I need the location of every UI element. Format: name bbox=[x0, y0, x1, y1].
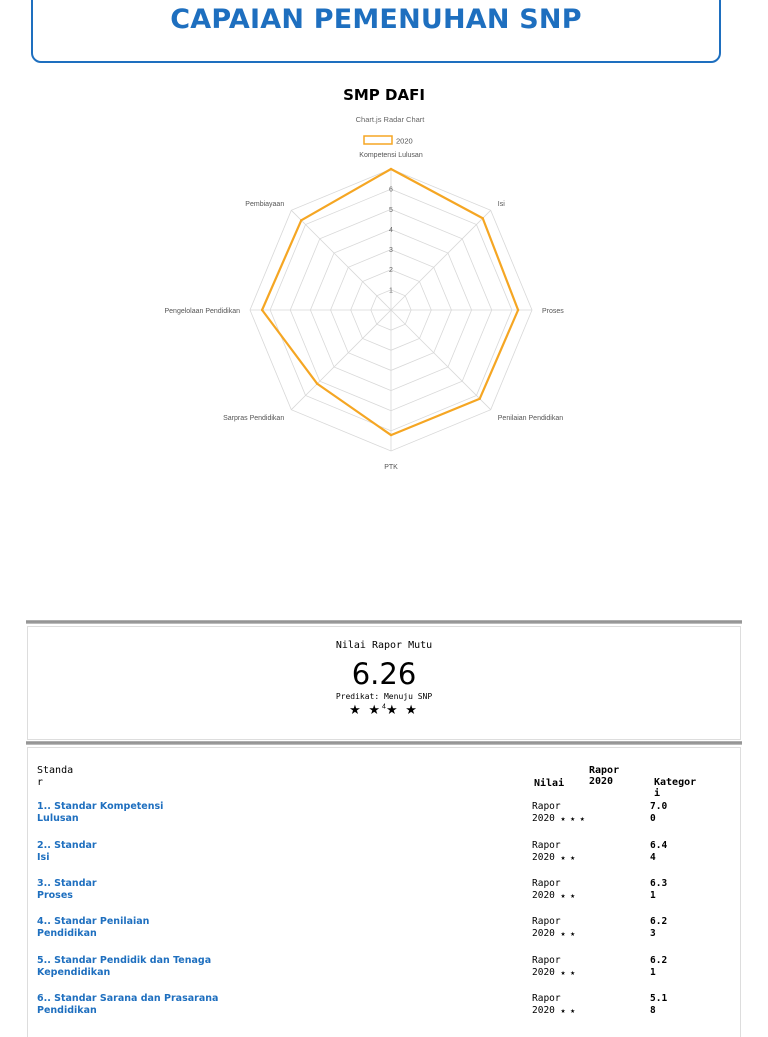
category-label: Sarpras Pendidikan bbox=[223, 414, 285, 422]
divider-bar-2 bbox=[26, 741, 742, 745]
kategori-value: 6.3 1 bbox=[650, 878, 668, 901]
header-nilai: Nilai bbox=[534, 778, 565, 789]
data-point bbox=[517, 309, 519, 311]
tick-label: 4 bbox=[389, 226, 393, 234]
stars-after: ★ ★ bbox=[385, 702, 419, 717]
data-point bbox=[390, 168, 392, 170]
score-value: 6.26 bbox=[351, 657, 417, 691]
data-point bbox=[390, 434, 392, 436]
rapor-label: Rapor bbox=[532, 955, 561, 966]
data-point bbox=[479, 398, 481, 400]
rapor-year bbox=[532, 852, 575, 864]
rapor-year bbox=[532, 928, 575, 940]
standard-name-link[interactable]: 4.. Standar Penilaian Pendidikan bbox=[37, 916, 150, 939]
rapor-cell bbox=[532, 878, 575, 902]
kategori-value: 6.2 3 bbox=[650, 916, 668, 939]
rapor-year bbox=[532, 890, 575, 902]
rapor-label: Rapor bbox=[532, 840, 561, 851]
grid-spoke bbox=[391, 310, 491, 410]
rapor-stars: ★ ★ bbox=[560, 1006, 576, 1015]
legend-label: 2020 bbox=[396, 136, 413, 146]
tick-label: 2 bbox=[389, 267, 393, 275]
page-title: CAPAIAN PEMENUHAN SNP bbox=[170, 4, 582, 35]
standard-name-link[interactable]: 6.. Standar Sarana dan Prasarana Pendidikan bbox=[37, 993, 219, 1016]
rapor-stars: ★ ★ bbox=[560, 968, 576, 977]
grid-spoke bbox=[291, 210, 391, 310]
rapor-year-text: 2020 bbox=[532, 813, 561, 824]
category-label: Pembiayaan bbox=[245, 201, 285, 209]
rapor-year-text: 2020 bbox=[532, 967, 561, 978]
table-row bbox=[37, 955, 737, 987]
score-label: Nilai Rapor Mutu bbox=[335, 640, 433, 651]
header-standar: Standa r bbox=[37, 765, 74, 788]
table-row bbox=[37, 916, 737, 948]
data-point bbox=[300, 219, 302, 221]
rapor-label: Rapor bbox=[532, 916, 561, 927]
kategori-value: 5.1 8 bbox=[650, 993, 668, 1016]
data-point bbox=[482, 217, 484, 219]
header-kategori: Kategor i bbox=[654, 777, 697, 799]
rapor-year-text: 2020 bbox=[532, 890, 561, 901]
rapor-label: Rapor bbox=[532, 878, 561, 889]
category-label: Proses bbox=[542, 308, 564, 315]
category-label: Isi bbox=[497, 201, 505, 209]
standard-name-link[interactable]: 1.. Standar Kompetensi Lulusan bbox=[37, 801, 164, 824]
rapor-label: Rapor bbox=[532, 801, 561, 812]
divider-bar bbox=[26, 620, 742, 624]
tick-label: 6 bbox=[389, 186, 393, 194]
rapor-cell bbox=[532, 955, 575, 979]
kategori-value: 6.2 1 bbox=[650, 955, 668, 978]
rapor-year-text: 2020 bbox=[532, 928, 561, 939]
rapor-label: Rapor bbox=[532, 993, 561, 1004]
header-rapor: Rapor 2020 bbox=[589, 765, 620, 787]
rapor-cell bbox=[532, 993, 575, 1017]
category-label: Kompetensi Lulusan bbox=[359, 152, 423, 159]
data-point bbox=[261, 309, 263, 311]
kategori-value: 6.4 4 bbox=[650, 840, 668, 863]
standard-name-link[interactable]: 2.. Standar Isi bbox=[37, 840, 97, 863]
rapor-stars: ★ ★ bbox=[560, 929, 576, 938]
table-row bbox=[37, 993, 737, 1025]
rapor-cell bbox=[532, 916, 575, 940]
score-stars bbox=[0, 702, 768, 718]
tick-label: 3 bbox=[389, 247, 393, 255]
rapor-cell bbox=[532, 840, 575, 864]
school-name: SMP DAFI bbox=[343, 86, 425, 104]
grid-spoke bbox=[391, 210, 491, 310]
kategori-value: 7.0 0 bbox=[650, 801, 668, 824]
chart-title: Chart.js Radar Chart bbox=[355, 115, 425, 124]
standard-name-link[interactable]: 3.. Standar Proses bbox=[37, 878, 97, 901]
data-point bbox=[316, 383, 318, 385]
rapor-year-text: 2020 bbox=[532, 852, 561, 863]
rapor-year-text: 2020 bbox=[532, 1005, 561, 1016]
grid-spoke bbox=[291, 310, 391, 410]
score-predicate: Predikat: Menuju SNP bbox=[335, 692, 433, 701]
rapor-year bbox=[532, 1005, 575, 1017]
stars-sup: 4 bbox=[382, 703, 386, 711]
category-label: Pengelolaan Pendidikan bbox=[164, 308, 240, 315]
chart-grid bbox=[250, 169, 532, 451]
rapor-cell bbox=[532, 801, 585, 825]
rapor-stars: ★ ★ ★ bbox=[560, 814, 585, 823]
rapor-stars: ★ ★ bbox=[560, 891, 576, 900]
rapor-year bbox=[532, 813, 585, 825]
table-row bbox=[37, 801, 737, 833]
radar-chart bbox=[0, 105, 768, 485]
page-title-box bbox=[31, 0, 721, 63]
standard-name-link[interactable]: 5.. Standar Pendidik dan Tenaga Kependidikan bbox=[37, 955, 212, 978]
legend-swatch bbox=[364, 136, 392, 144]
stars-before: ★ ★ bbox=[349, 702, 383, 717]
tick-label: 5 bbox=[389, 206, 393, 214]
tick-label: 1 bbox=[389, 287, 393, 295]
table-row bbox=[37, 840, 737, 872]
table-row bbox=[37, 878, 737, 910]
category-label: Penilaian Pendidikan bbox=[497, 414, 564, 422]
rapor-stars: ★ ★ bbox=[560, 853, 576, 862]
category-label: PTK bbox=[384, 464, 398, 471]
chart-legend bbox=[364, 136, 413, 146]
rapor-year bbox=[532, 967, 575, 979]
